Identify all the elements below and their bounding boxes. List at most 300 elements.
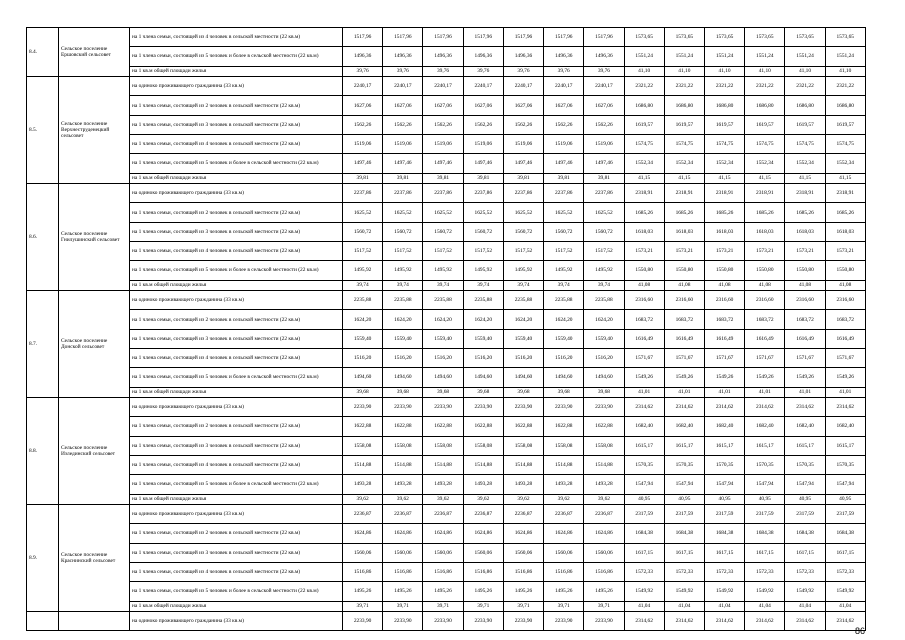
row-description: на 1 члена семьи, состоящей из 5 человек и более в сельской местности (22 кв.м) bbox=[130, 582, 343, 601]
table-row bbox=[27, 601, 866, 612]
table-row bbox=[27, 455, 866, 474]
value-cell: 1516,20 bbox=[503, 348, 543, 367]
value-cell: 1497,46 bbox=[544, 154, 584, 173]
value-cell: 39,81 bbox=[503, 173, 543, 184]
value-cell: 1627,06 bbox=[343, 96, 383, 115]
value-cell: 1517,52 bbox=[343, 241, 383, 260]
value-cell: 1496,36 bbox=[544, 47, 584, 66]
value-cell: 1686,80 bbox=[785, 96, 825, 115]
value-cell: 2236,87 bbox=[343, 505, 383, 524]
value-cell: 2317,59 bbox=[624, 505, 664, 524]
table-row bbox=[27, 329, 866, 348]
value-cell: 1624,86 bbox=[503, 524, 543, 543]
value-cell: 2317,59 bbox=[785, 505, 825, 524]
value-cell: 39,76 bbox=[503, 66, 543, 77]
value-cell: 1682,40 bbox=[745, 417, 785, 436]
value-cell: 2240,17 bbox=[423, 77, 463, 96]
value-cell: 2314,62 bbox=[825, 612, 865, 631]
value-cell: 1516,86 bbox=[503, 562, 543, 581]
value-cell: 1562,26 bbox=[423, 115, 463, 134]
value-cell: 2233,90 bbox=[343, 612, 383, 631]
table-row bbox=[27, 436, 866, 455]
value-cell: 1683,72 bbox=[825, 310, 865, 329]
value-cell: 1684,38 bbox=[624, 524, 664, 543]
value-cell: 2240,17 bbox=[584, 77, 624, 96]
row-description: на одиноко проживающего гражданина (33 кв.м) bbox=[130, 505, 343, 524]
value-cell: 2233,90 bbox=[584, 398, 624, 417]
value-cell: 2233,90 bbox=[544, 612, 584, 631]
value-cell: 39,74 bbox=[343, 280, 383, 291]
value-cell: 39,81 bbox=[383, 173, 423, 184]
value-cell: 1552,34 bbox=[624, 154, 664, 173]
value-cell: 40,95 bbox=[825, 494, 865, 505]
value-cell: 1560,72 bbox=[463, 222, 503, 241]
value-cell: 39,76 bbox=[343, 66, 383, 77]
value-cell: 1495,26 bbox=[503, 582, 543, 601]
value-cell: 1516,86 bbox=[584, 562, 624, 581]
value-cell: 1559,40 bbox=[423, 329, 463, 348]
value-cell: 1619,57 bbox=[624, 115, 664, 134]
value-cell: 1549,92 bbox=[664, 582, 704, 601]
value-cell: 2321,22 bbox=[624, 77, 664, 96]
section-index: 8.5. bbox=[27, 77, 59, 184]
value-cell: 1570,35 bbox=[664, 455, 704, 474]
row-description: на 1 члена семьи, состоящей из 4 человек в сельской местности (22 кв.м) bbox=[130, 134, 343, 153]
value-cell: 1573,65 bbox=[704, 28, 744, 47]
value-cell: 1684,38 bbox=[745, 524, 785, 543]
value-cell: 39,81 bbox=[343, 173, 383, 184]
value-cell: 39,62 bbox=[383, 494, 423, 505]
value-cell: 41,15 bbox=[785, 173, 825, 184]
value-cell: 41,01 bbox=[704, 387, 744, 398]
value-cell: 39,76 bbox=[423, 66, 463, 77]
value-cell: 1573,21 bbox=[664, 241, 704, 260]
value-cell: 1615,17 bbox=[785, 436, 825, 455]
value-cell: 2314,62 bbox=[664, 398, 704, 417]
value-cell: 41,01 bbox=[624, 387, 664, 398]
value-cell: 1618,03 bbox=[704, 222, 744, 241]
value-cell: 1684,38 bbox=[664, 524, 704, 543]
document-page bbox=[26, 27, 865, 631]
value-cell: 1684,38 bbox=[825, 524, 865, 543]
value-cell: 2317,59 bbox=[745, 505, 785, 524]
value-cell: 41,08 bbox=[704, 280, 744, 291]
row-description: на 1 члена семьи, состоящей из 3 человек в сельской местности (22 кв.м) bbox=[130, 436, 343, 455]
value-cell: 1494,60 bbox=[503, 368, 543, 387]
row-description: на 1 кв.м общей площади жилья bbox=[130, 494, 343, 505]
value-cell: 1573,21 bbox=[745, 241, 785, 260]
section-index: 8.9. bbox=[27, 505, 59, 612]
value-cell: 39,62 bbox=[544, 494, 584, 505]
value-cell: 2321,22 bbox=[704, 77, 744, 96]
value-cell: 1624,20 bbox=[463, 310, 503, 329]
value-cell: 39,74 bbox=[463, 280, 503, 291]
value-cell: 1519,06 bbox=[343, 134, 383, 153]
value-cell: 39,76 bbox=[463, 66, 503, 77]
value-cell: 1560,72 bbox=[423, 222, 463, 241]
value-cell: 41,04 bbox=[745, 601, 785, 612]
value-cell: 1516,86 bbox=[423, 562, 463, 581]
table-row bbox=[27, 96, 866, 115]
value-cell: 1618,03 bbox=[664, 222, 704, 241]
value-cell: 1549,26 bbox=[785, 368, 825, 387]
value-cell: 1494,60 bbox=[544, 368, 584, 387]
table-row bbox=[27, 310, 866, 329]
value-cell: 2314,62 bbox=[825, 398, 865, 417]
row-description: на одиноко проживающего гражданина (33 кв.м) bbox=[130, 398, 343, 417]
value-cell: 1560,06 bbox=[463, 543, 503, 562]
value-cell: 2317,59 bbox=[825, 505, 865, 524]
table-row bbox=[27, 612, 866, 631]
value-cell: 39,71 bbox=[343, 601, 383, 612]
value-cell: 1562,26 bbox=[503, 115, 543, 134]
value-cell: 2236,87 bbox=[584, 505, 624, 524]
value-cell: 39,74 bbox=[383, 280, 423, 291]
value-cell: 2321,22 bbox=[825, 77, 865, 96]
value-cell: 39,68 bbox=[584, 387, 624, 398]
value-cell: 1493,28 bbox=[343, 475, 383, 494]
value-cell: 1495,92 bbox=[584, 261, 624, 280]
value-cell: 41,04 bbox=[785, 601, 825, 612]
value-cell: 1559,40 bbox=[584, 329, 624, 348]
value-cell: 39,74 bbox=[423, 280, 463, 291]
value-cell: 1549,92 bbox=[825, 582, 865, 601]
value-cell: 1550,80 bbox=[704, 261, 744, 280]
value-cell: 1624,86 bbox=[544, 524, 584, 543]
value-cell: 2233,90 bbox=[544, 398, 584, 417]
value-cell: 1514,88 bbox=[544, 455, 584, 474]
table-row bbox=[27, 77, 866, 96]
row-description: на 1 члена семьи, состоящей из 5 человек и более в сельской местности (22 кв.м) bbox=[130, 368, 343, 387]
value-cell: 1551,24 bbox=[825, 47, 865, 66]
value-cell: 1573,21 bbox=[704, 241, 744, 260]
value-cell: 1519,06 bbox=[584, 134, 624, 153]
value-cell: 39,76 bbox=[544, 66, 584, 77]
table-row bbox=[27, 368, 866, 387]
value-cell: 1627,06 bbox=[423, 96, 463, 115]
row-description: на одиноко проживающего гражданина (33 кв.м) bbox=[130, 184, 343, 203]
value-cell: 41,15 bbox=[624, 173, 664, 184]
table-row bbox=[27, 562, 866, 581]
value-cell: 1550,80 bbox=[785, 261, 825, 280]
value-cell: 1685,26 bbox=[785, 203, 825, 222]
value-cell: 40,95 bbox=[704, 494, 744, 505]
value-cell: 1552,34 bbox=[825, 154, 865, 173]
value-cell: 1514,88 bbox=[584, 455, 624, 474]
value-cell: 39,68 bbox=[503, 387, 543, 398]
value-cell: 1616,49 bbox=[664, 329, 704, 348]
table-row bbox=[27, 66, 866, 77]
value-cell: 1550,80 bbox=[664, 261, 704, 280]
value-cell: 2240,17 bbox=[463, 77, 503, 96]
value-cell: 1517,52 bbox=[584, 241, 624, 260]
value-cell: 1624,20 bbox=[503, 310, 543, 329]
value-cell: 39,74 bbox=[584, 280, 624, 291]
value-cell: 1683,72 bbox=[704, 310, 744, 329]
value-cell: 2316,60 bbox=[825, 291, 865, 310]
value-cell: 1495,92 bbox=[544, 261, 584, 280]
value-cell: 1514,88 bbox=[423, 455, 463, 474]
value-cell: 1562,26 bbox=[463, 115, 503, 134]
value-cell: 1514,88 bbox=[383, 455, 423, 474]
table-row bbox=[27, 543, 866, 562]
value-cell: 1559,40 bbox=[343, 329, 383, 348]
value-cell: 1573,21 bbox=[825, 241, 865, 260]
value-cell: 1571,67 bbox=[785, 348, 825, 367]
value-cell: 1571,67 bbox=[745, 348, 785, 367]
municipality-name: Сельское поселение Верхнеструденецкий сельсовет bbox=[59, 77, 130, 184]
value-cell: 2237,86 bbox=[544, 184, 584, 203]
value-cell: 1496,36 bbox=[584, 47, 624, 66]
value-cell: 2237,86 bbox=[463, 184, 503, 203]
value-cell: 1619,57 bbox=[825, 115, 865, 134]
value-cell: 1615,17 bbox=[624, 436, 664, 455]
value-cell: 1495,92 bbox=[463, 261, 503, 280]
value-cell: 1615,17 bbox=[664, 436, 704, 455]
value-cell: 1627,06 bbox=[503, 96, 543, 115]
value-cell: 1558,08 bbox=[463, 436, 503, 455]
value-cell: 2233,90 bbox=[503, 398, 543, 417]
value-cell: 41,10 bbox=[664, 66, 704, 77]
value-cell: 1684,38 bbox=[704, 524, 744, 543]
value-cell: 41,01 bbox=[785, 387, 825, 398]
value-cell: 1517,96 bbox=[463, 28, 503, 47]
value-cell: 1686,80 bbox=[825, 96, 865, 115]
value-cell: 1552,34 bbox=[664, 154, 704, 173]
value-cell: 1573,65 bbox=[825, 28, 865, 47]
value-cell: 2314,62 bbox=[704, 398, 744, 417]
section-index: 8.8. bbox=[27, 398, 59, 505]
value-cell: 1517,52 bbox=[383, 241, 423, 260]
tariff-table-body bbox=[27, 28, 866, 631]
value-cell: 41,08 bbox=[825, 280, 865, 291]
row-description: на 1 члена семьи, состоящей из 5 человек и более в сельской местности (22 кв.м) bbox=[130, 47, 343, 66]
value-cell: 1549,92 bbox=[704, 582, 744, 601]
value-cell: 2237,86 bbox=[423, 184, 463, 203]
table-row bbox=[27, 582, 866, 601]
value-cell: 1559,40 bbox=[383, 329, 423, 348]
municipality-name: Сельское поселение Гнилушинский сельсовет bbox=[59, 184, 130, 291]
value-cell: 1517,96 bbox=[544, 28, 584, 47]
value-cell: 1517,96 bbox=[343, 28, 383, 47]
value-cell: 1517,96 bbox=[503, 28, 543, 47]
value-cell: 1516,86 bbox=[544, 562, 584, 581]
value-cell: 1617,15 bbox=[624, 543, 664, 562]
value-cell: 1547,94 bbox=[785, 475, 825, 494]
value-cell: 41,04 bbox=[704, 601, 744, 612]
value-cell: 1622,88 bbox=[503, 417, 543, 436]
value-cell: 2233,90 bbox=[383, 398, 423, 417]
value-cell: 1618,03 bbox=[624, 222, 664, 241]
value-cell: 2240,17 bbox=[383, 77, 423, 96]
page-number: 86 bbox=[855, 626, 866, 636]
section-index bbox=[27, 612, 59, 631]
section-index: 8.4. bbox=[27, 28, 59, 77]
value-cell: 39,74 bbox=[544, 280, 584, 291]
value-cell: 1572,33 bbox=[704, 562, 744, 581]
value-cell: 1624,20 bbox=[383, 310, 423, 329]
value-cell: 1622,88 bbox=[463, 417, 503, 436]
value-cell: 39,62 bbox=[423, 494, 463, 505]
table-row bbox=[27, 524, 866, 543]
value-cell: 1558,08 bbox=[503, 436, 543, 455]
row-description: на 1 кв.м общей площади жилья bbox=[130, 280, 343, 291]
value-cell: 39,68 bbox=[423, 387, 463, 398]
value-cell: 1497,46 bbox=[383, 154, 423, 173]
value-cell: 1516,20 bbox=[423, 348, 463, 367]
value-cell: 41,15 bbox=[664, 173, 704, 184]
section-index: 8.7. bbox=[27, 291, 59, 398]
value-cell: 1573,21 bbox=[624, 241, 664, 260]
value-cell: 1514,88 bbox=[463, 455, 503, 474]
value-cell: 1682,40 bbox=[624, 417, 664, 436]
value-cell: 2235,88 bbox=[343, 291, 383, 310]
table-row bbox=[27, 398, 866, 417]
value-cell: 39,76 bbox=[383, 66, 423, 77]
value-cell: 1560,06 bbox=[423, 543, 463, 562]
value-cell: 41,01 bbox=[825, 387, 865, 398]
row-description: на 1 члена семьи, состоящей из 4 человек в сельской местности (22 кв.м) bbox=[130, 28, 343, 47]
value-cell: 1617,15 bbox=[704, 543, 744, 562]
value-cell: 2236,87 bbox=[383, 505, 423, 524]
value-cell: 1549,26 bbox=[825, 368, 865, 387]
value-cell: 1494,60 bbox=[383, 368, 423, 387]
value-cell: 1495,92 bbox=[503, 261, 543, 280]
value-cell: 39,81 bbox=[584, 173, 624, 184]
value-cell: 1625,52 bbox=[383, 203, 423, 222]
value-cell: 1495,26 bbox=[383, 582, 423, 601]
value-cell: 2235,88 bbox=[423, 291, 463, 310]
value-cell: 1684,38 bbox=[785, 524, 825, 543]
value-cell: 1494,60 bbox=[463, 368, 503, 387]
value-cell: 2233,90 bbox=[423, 398, 463, 417]
value-cell: 1616,49 bbox=[825, 329, 865, 348]
value-cell: 1616,49 bbox=[704, 329, 744, 348]
value-cell: 1493,28 bbox=[544, 475, 584, 494]
value-cell: 1574,75 bbox=[745, 134, 785, 153]
value-cell: 1618,03 bbox=[785, 222, 825, 241]
value-cell: 1562,26 bbox=[343, 115, 383, 134]
table-row bbox=[27, 261, 866, 280]
value-cell: 1619,57 bbox=[785, 115, 825, 134]
value-cell: 2233,90 bbox=[463, 398, 503, 417]
table-row bbox=[27, 417, 866, 436]
value-cell: 1516,20 bbox=[343, 348, 383, 367]
value-cell: 1495,26 bbox=[544, 582, 584, 601]
value-cell: 1519,06 bbox=[544, 134, 584, 153]
value-cell: 2314,62 bbox=[704, 612, 744, 631]
row-description: на 1 члена семьи, состоящей из 3 человек в сельской местности (22 кв.м) bbox=[130, 329, 343, 348]
row-description: на 1 члена семьи, состоящей из 3 человек в сельской местности (22 кв.м) bbox=[130, 222, 343, 241]
value-cell: 1516,20 bbox=[463, 348, 503, 367]
value-cell: 1615,17 bbox=[825, 436, 865, 455]
row-description: на одиноко проживающего гражданина (33 кв.м) bbox=[130, 77, 343, 96]
value-cell: 1497,46 bbox=[423, 154, 463, 173]
table-row bbox=[27, 387, 866, 398]
value-cell: 41,15 bbox=[825, 173, 865, 184]
value-cell: 1516,20 bbox=[584, 348, 624, 367]
table-row bbox=[27, 291, 866, 310]
value-cell: 1624,20 bbox=[544, 310, 584, 329]
value-cell: 1619,57 bbox=[745, 115, 785, 134]
value-cell: 39,81 bbox=[463, 173, 503, 184]
value-cell: 1685,26 bbox=[825, 203, 865, 222]
value-cell: 1573,65 bbox=[664, 28, 704, 47]
value-cell: 39,71 bbox=[463, 601, 503, 612]
value-cell: 1685,26 bbox=[704, 203, 744, 222]
value-cell: 1572,33 bbox=[624, 562, 664, 581]
value-cell: 41,04 bbox=[664, 601, 704, 612]
value-cell: 39,68 bbox=[383, 387, 423, 398]
value-cell: 1686,80 bbox=[704, 96, 744, 115]
value-cell: 1627,06 bbox=[544, 96, 584, 115]
value-cell: 1496,36 bbox=[383, 47, 423, 66]
value-cell: 1562,26 bbox=[383, 115, 423, 134]
municipality-name: Сельское поселение Излединский сельсовет bbox=[59, 398, 130, 505]
value-cell: 2233,90 bbox=[463, 612, 503, 631]
value-cell: 1497,46 bbox=[503, 154, 543, 173]
value-cell: 1572,33 bbox=[745, 562, 785, 581]
value-cell: 1495,26 bbox=[463, 582, 503, 601]
value-cell: 1570,35 bbox=[785, 455, 825, 474]
value-cell: 1570,35 bbox=[704, 455, 744, 474]
value-cell: 41,15 bbox=[704, 173, 744, 184]
value-cell: 1686,80 bbox=[624, 96, 664, 115]
value-cell: 1493,28 bbox=[383, 475, 423, 494]
value-cell: 41,10 bbox=[745, 66, 785, 77]
value-cell: 2314,62 bbox=[664, 612, 704, 631]
value-cell: 1496,36 bbox=[463, 47, 503, 66]
value-cell: 1549,26 bbox=[745, 368, 785, 387]
value-cell: 1615,17 bbox=[704, 436, 744, 455]
value-cell: 41,04 bbox=[624, 601, 664, 612]
value-cell: 1682,40 bbox=[664, 417, 704, 436]
value-cell: 1494,60 bbox=[343, 368, 383, 387]
value-cell: 1682,40 bbox=[704, 417, 744, 436]
value-cell: 1558,08 bbox=[584, 436, 624, 455]
value-cell: 2235,88 bbox=[383, 291, 423, 310]
value-cell: 39,62 bbox=[343, 494, 383, 505]
table-row bbox=[27, 203, 866, 222]
value-cell: 1686,80 bbox=[664, 96, 704, 115]
value-cell: 1571,67 bbox=[664, 348, 704, 367]
value-cell: 2237,86 bbox=[343, 184, 383, 203]
value-cell: 39,68 bbox=[463, 387, 503, 398]
value-cell: 2236,87 bbox=[544, 505, 584, 524]
value-cell: 1495,92 bbox=[383, 261, 423, 280]
value-cell: 41,08 bbox=[664, 280, 704, 291]
value-cell: 39,81 bbox=[544, 173, 584, 184]
value-cell: 1625,52 bbox=[503, 203, 543, 222]
value-cell: 1495,26 bbox=[423, 582, 463, 601]
value-cell: 40,95 bbox=[785, 494, 825, 505]
value-cell: 1560,72 bbox=[343, 222, 383, 241]
table-row bbox=[27, 134, 866, 153]
value-cell: 1570,35 bbox=[624, 455, 664, 474]
value-cell: 41,08 bbox=[624, 280, 664, 291]
value-cell: 1519,06 bbox=[463, 134, 503, 153]
value-cell: 1617,15 bbox=[825, 543, 865, 562]
row-description: на 1 члена семьи, состоящей из 4 человек в сельской местности (22 кв.м) bbox=[130, 562, 343, 581]
value-cell: 1494,60 bbox=[584, 368, 624, 387]
value-cell: 41,10 bbox=[624, 66, 664, 77]
value-cell: 39,71 bbox=[383, 601, 423, 612]
value-cell: 1560,06 bbox=[503, 543, 543, 562]
municipality-name: Сельское поселение Ершовский сельсовет bbox=[59, 28, 130, 77]
value-cell: 39,71 bbox=[584, 601, 624, 612]
value-cell: 1519,06 bbox=[423, 134, 463, 153]
value-cell: 2316,60 bbox=[624, 291, 664, 310]
